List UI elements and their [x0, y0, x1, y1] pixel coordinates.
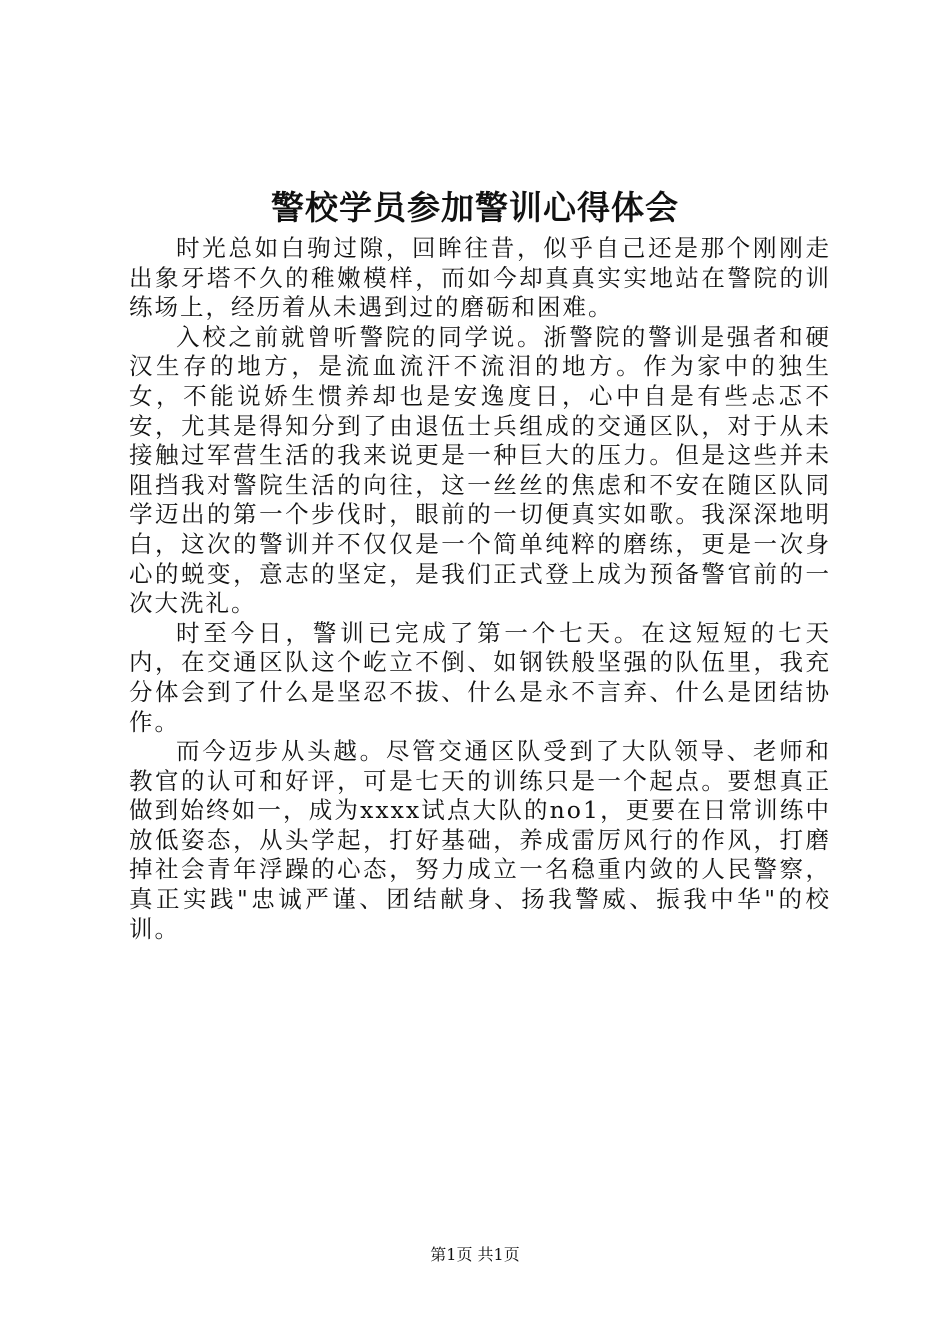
paragraph-1: 时光总如白驹过隙，回眸往昔，似乎自己还是那个刚刚走出象牙塔不久的稚嫩模样，而如今却真真实实地站在警院的训练场上，经历着从未遇到过的磨砺和困难。 [129, 234, 831, 322]
document-title: 警校学员参加警训心得体会 [271, 188, 679, 227]
paragraph-3: 时至今日，警训已完成了第一个七天。在这短短的七天内，在交通区队这个屹立不倒、如钢铁般坚强的队伍里，我充分体会到了什么是坚忍不拔、什么是永不言弃、什么是团结协作。 [129, 618, 831, 736]
paragraph-2: 入校之前就曾听警院的同学说。浙警院的警训是强者和硬汉生存的地方，是流血流汗不流泪的地方。作为家中的独生女，不能说娇生惯养却也是安逸度日，心中自是有些忐忑不安，尤其是得知分到了由退伍士兵组成的交通区队，对于从未接触过军营生活的我来说更是一种巨大的压力。但是这些并未阻挡我对警院生活的向往，这一丝丝的焦虑和不安在随区队同学迈出的第一个步伐时，眼前的一切便真实如歌。我深深地明白，这次的警训并不仅仅是一个简单纯粹的磨练，更是一次身心的蜕变，意志的坚定，是我们正式登上成为预备警官前的一次大洗礼。 [129, 322, 831, 618]
paragraph-4: 而今迈步从头越。尽管交通区队受到了大队领导、老师和教官的认可和好评，可是七天的训练只是一个起点。要想真正做到始终如一，成为xxxx试点大队的no1，更要在日常训练中放低姿态，从头学起，打好基础，养成雷厉风行的作风，打磨掉社会青年浮躁的心态，努力成立一名稳重内敛的人民警察，真正实践"忠诚严谨、团结献身、扬我警威、振我中华"的校训。 [129, 737, 831, 943]
page-footer: 第1页 共1页 [430, 1245, 520, 1264]
document-body [129, 234, 831, 944]
